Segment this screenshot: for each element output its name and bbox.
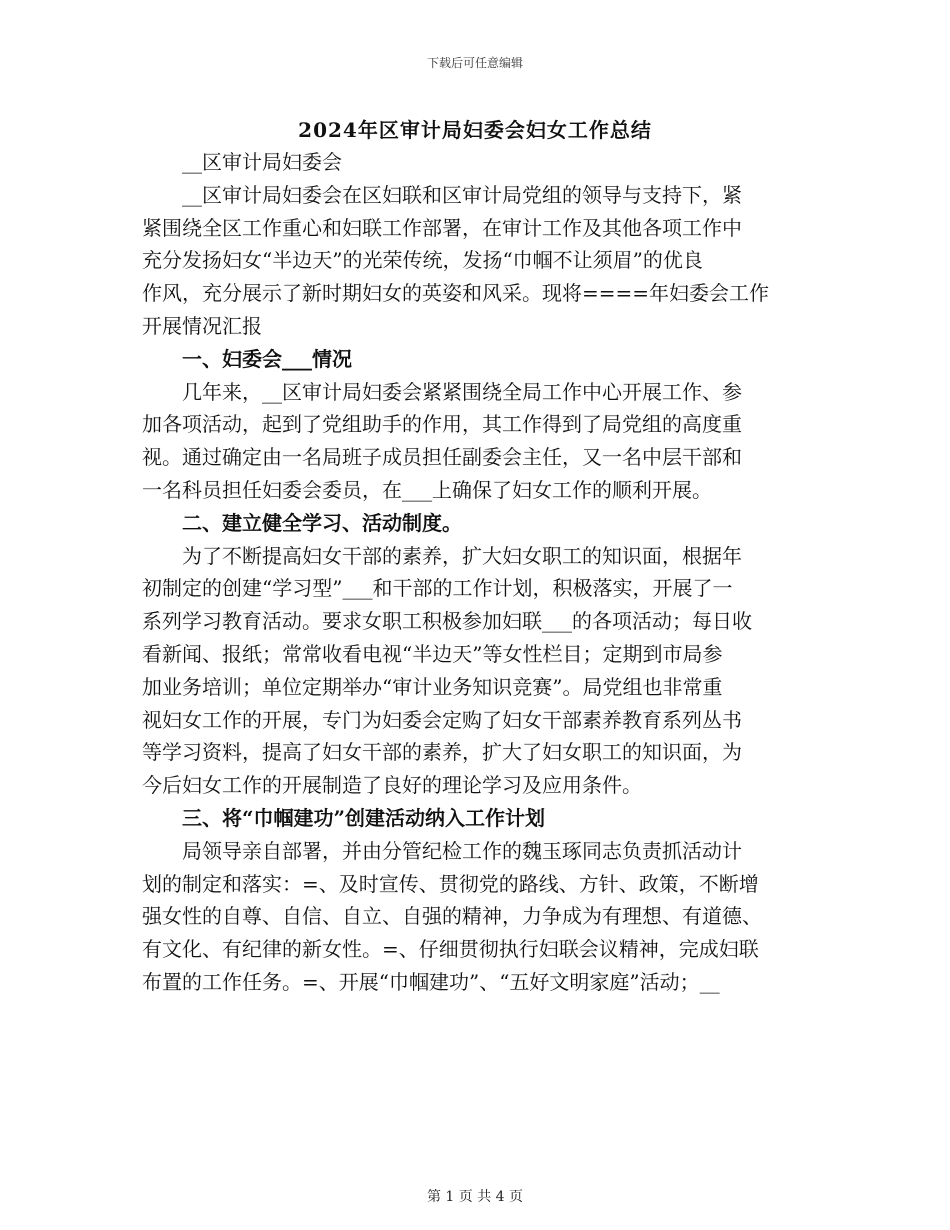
document-title: 2024年区审计局妇委会妇女工作总结 xyxy=(298,118,652,142)
body-text-line: 一名科员担任妇委会委员，在___上确保了妇女工作的顺利开展。 xyxy=(142,477,712,502)
body-text-line: 看新闻、报纸；常常收看电视“半边天”等女性栏目；定期到市局参 xyxy=(142,641,723,666)
body-text-line: 加业务培训；单位定期举办“审计业务知识竞赛”。局党组也非常重 xyxy=(142,674,723,699)
body-text-line: 布置的工作任务。=、开展“巾帼建功”、“五好文明家庭”活动；__ xyxy=(142,969,720,994)
body-text-line: 系列学习教育活动。要求女职工积极参加妇联___的各项活动；每日收 xyxy=(142,609,752,634)
body-text-line: __区审计局妇委会 xyxy=(182,150,342,174)
body-text-line: 有文化、有纪律的新女性。=、仔细贯彻执行妇联会议精神，完成妇联 xyxy=(142,937,759,962)
body-text-line: 加各项活动，起到了党组助手的作用，其工作得到了局党组的高度重 xyxy=(142,412,742,437)
body-text-line: 等学习资料，提高了妇女干部的素养，扩大了妇女职工的知识面，为 xyxy=(142,740,742,765)
body-text-line: 紧围绕全区工作重心和妇联工作部署，在审计工作及其他各项工作中 xyxy=(142,215,742,240)
body-text-line: 视。通过确定由一名局班子成员担任副委会主任，又一名中层干部和 xyxy=(142,445,742,470)
body-text-line: 今后妇女工作的开展制造了良好的理论学习及应用条件。 xyxy=(142,773,642,798)
body-text-line: 作风，充分展示了新时期妇女的英姿和风采。现将====年妇委会工作 xyxy=(142,281,770,306)
body-text-line: 视妇女工作的开展，专门为妇委会定购了妇女干部素养教育系列丛书 xyxy=(142,707,742,732)
body-text-line: __区审计局妇委会在区妇联和区审计局党组的领导与支持下，紧 xyxy=(182,182,742,207)
document-body xyxy=(142,146,796,999)
section-heading: 三、将“巾帼建功”创建活动纳入工作计划 xyxy=(182,805,546,830)
body-text-line: 开展情况汇报 xyxy=(142,313,262,338)
body-text-line: 划的制定和落实：=、及时宣传、贯彻党的路线、方针、政策，不断增 xyxy=(142,871,759,896)
body-text-line: 强女性的自尊、自信、自立、自强的精神，力争成为有理想、有道德、 xyxy=(142,904,762,929)
body-text-line: 局领导亲自部署，并由分管纪检工作的魏玉琢同志负责抓活动计 xyxy=(182,838,742,863)
body-text-line: 为了不断提高妇女干部的素养，扩大妇女职工的知识面，根据年 xyxy=(182,543,742,568)
section-heading: 二、建立健全学习、活动制度。 xyxy=(182,510,462,535)
body-text-line: 初制定的创建“学习型”___和干部的工作计划，积极落实，开展了一 xyxy=(142,576,733,601)
body-text-line: 充分发扬妇女“半边天”的光荣传统，发扬“巾帼不让须眉”的优良 xyxy=(142,248,703,273)
header-note: 下载后可任意编辑 xyxy=(426,56,523,70)
page-footer: 第 1 页 共 4 页 xyxy=(426,1189,524,1205)
body-text-line: 几年来，__区审计局妇委会紧紧围绕全局工作中心开展工作、参 xyxy=(182,379,742,404)
section-heading: 一、妇委会___情况 xyxy=(182,346,352,371)
